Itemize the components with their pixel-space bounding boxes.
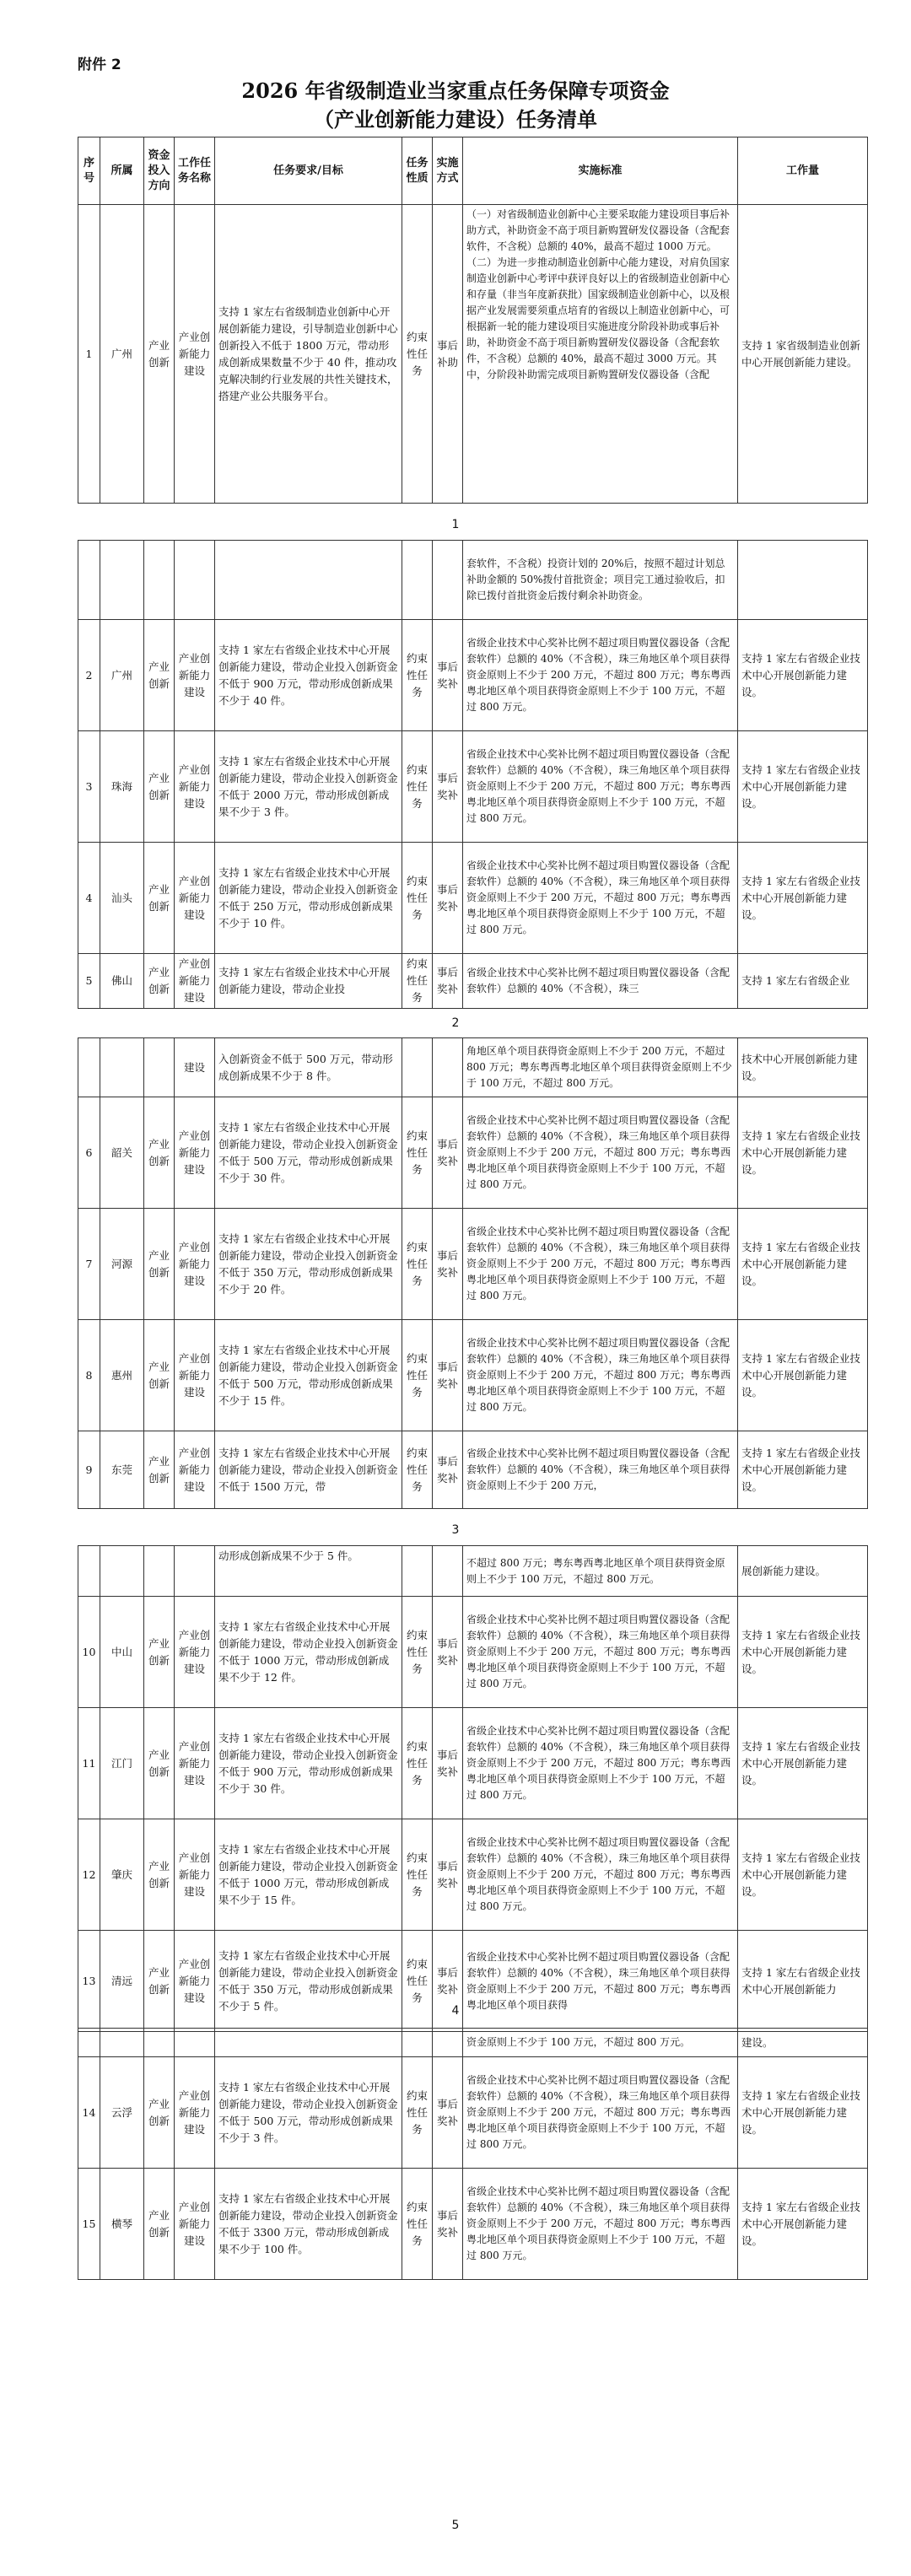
cell-city: 东莞 (100, 1431, 144, 1509)
table-row (78, 1819, 868, 1931)
cell-city: 肇庆 (100, 1819, 144, 1931)
cell-method: 事后奖补 (433, 1320, 463, 1431)
cell-no: 2 (78, 620, 100, 731)
page-4 (78, 1545, 867, 2032)
cell-direction: 产业创新 (144, 1597, 175, 1708)
cell-standard: 省级企业技术中心奖补比例不超过项目购置仪器设备（含配套软件）总额的 40%（不含税），珠三角地区单个项目获得资金原则上不少于 200 万元，不超过 800 万元；粤东粤西粤北地区单个项目获得资金原则上不少于 100 万元，不超过 800 万元。 (463, 1708, 738, 1819)
cell-method: 事后奖补 (433, 1209, 463, 1320)
cell-workload: 支持 1 家左右省级企业技术中心开展创新能力建设。 (738, 843, 868, 954)
table-row (78, 2029, 868, 2057)
cell-nature: 约束性任务 (402, 1708, 433, 1819)
cell-direction: 产业创新 (144, 1097, 175, 1209)
cell-workload: 技术中心开展创新能力建设。 (738, 1038, 868, 1097)
cell-city: 惠州 (100, 1320, 144, 1431)
cell-workload: 支持 1 家左右省级企业技术中心开展创新能力 (738, 1931, 868, 2032)
cell-standard: 省级企业技术中心奖补比例不超过项目购置仪器设备（含配套软件）总额的 40%（不含税），珠三角地区单个项目获得资金原则上不少于 200 万元，不超过 800 万元；粤东粤西粤北地区单个项目获得资金原则上不少于 100 万元，不超过 800 万元。 (463, 2057, 738, 2169)
cell-method: 事后奖补 (433, 620, 463, 731)
cell-standard: 省级企业技术中心奖补比例不超过项目购置仪器设备（含配套软件）总额的 40%（不含税），珠三角地区单个项目获得资金原则上不少于 200 万元，不超过 800 万元；粤东粤西粤北地区单个项目获得资金原则上不少于 100 万元，不超过 800 万元。 (463, 843, 738, 954)
table-row (78, 1209, 868, 1320)
cell-nature: 约束性任务 (402, 1097, 433, 1209)
cell-no: 15 (78, 2169, 100, 2280)
cell-method: 事后奖补 (433, 1597, 463, 1708)
cell-method: 事后奖补 (433, 2057, 463, 2169)
cell-direction: 产业创新 (144, 1931, 175, 2032)
cell-standard: 资金原则上不少于 100 万元，不超过 800 万元。 (463, 2029, 738, 2057)
cell-city: 河源 (100, 1209, 144, 1320)
cell-task: 产业创新能力建设 (175, 731, 215, 843)
cell-nature: 约束性任务 (402, 620, 433, 731)
table-header-row (78, 137, 868, 205)
cell-city: 横琴 (100, 2169, 144, 2280)
cell-no: 12 (78, 1819, 100, 1931)
header-nature: 任务性质 (402, 137, 433, 205)
cell-goal: 支持 1 家左右省级企业技术中心开展创新能力建设，带动企业投入创新资金不低于 2000 万元，带动形成创新成果不少于 3 件。 (215, 731, 402, 843)
cell-workload: 支持 1 家省级制造业创新中心开展创新能力建设。 (738, 205, 868, 504)
table-row (78, 1597, 868, 1708)
cell-workload: 支持 1 家左右省级企业 (738, 954, 868, 1009)
cell-task: 产业创新能力建设 (175, 1209, 215, 1320)
cell-task: 产业创新能力建设 (175, 1597, 215, 1708)
cell-standard: 省级企业技术中心奖补比例不超过项目购置仪器设备（含配套软件）总额的 40%（不含税），珠三角地区单个项目获得资金原则上不少于 200 万元，不超过 800 万元；粤东粤西粤北地区单个项目获得资金原则上不少于 100 万元，不超过 800 万元。 (463, 1097, 738, 1209)
cell-task: 建设 (175, 1038, 215, 1097)
cell-method: 事后奖补 (433, 1931, 463, 2032)
page-3 (78, 1037, 867, 1509)
table-row (78, 205, 868, 504)
cell-no: 13 (78, 1931, 100, 2032)
cell-goal: 支持 1 家左右省级企业技术中心开展创新能力建设，带动企业投入创新资金不低于 500 万元，带动形成创新成果不少于 3 件。 (215, 2057, 402, 2169)
page-2 (78, 540, 867, 1009)
cell-direction: 产业创新 (144, 2169, 175, 2280)
cell-standard: 省级企业技术中心奖补比例不超过项目购置仪器设备（含配套软件）总额的 40%（不含税），珠三角地区单个项目获得资金原则上不少于 200 万元，不超过 800 万元；粤东粤西粤北地区单个项目获得 (463, 1931, 738, 2032)
cell-task: 产业创新能力建设 (175, 1819, 215, 1931)
cell-nature: 约束性任务 (402, 1819, 433, 1931)
cell-no: 11 (78, 1708, 100, 1819)
header-workload: 工作量 (738, 137, 868, 205)
cell-city: 佛山 (100, 954, 144, 1009)
cell-goal: 支持 1 家左右省级企业技术中心开展创新能力建设，带动企业投 (215, 954, 402, 1009)
table-row (78, 541, 868, 620)
cell-method: 事后奖补 (433, 843, 463, 954)
cell-workload: 支持 1 家左右省级企业技术中心开展创新能力建设。 (738, 1209, 868, 1320)
cell-standard: 省级企业技术中心奖补比例不超过项目购置仪器设备（含配套软件）总额的 40%（不含税），珠三角地区单个项目获得资金原则上不少于 200 万元，不超过 800 万元；粤东粤西粤北地区单个项目获得资金原则上不少于 100 万元，不超过 800 万元。 (463, 731, 738, 843)
cell-goal: 支持 1 家左右省级企业技术中心开展创新能力建设，带动企业投入创新资金不低于 900 万元，带动形成创新成果不少于 40 件。 (215, 620, 402, 731)
cell-no: 5 (78, 954, 100, 1009)
cell-task: 产业创新能力建设 (175, 1931, 215, 2032)
header-method: 实施方式 (433, 137, 463, 205)
cell-goal: 支持 1 家左右省级企业技术中心开展创新能力建设，带动企业投入创新资金不低于 500 万元，带动形成创新成果不少于 30 件。 (215, 1097, 402, 1209)
cell-direction: 产业创新 (144, 731, 175, 843)
cell-workload: 展创新能力建设。 (738, 1546, 868, 1597)
cell-goal: 支持 1 家左右省级企业技术中心开展创新能力建设，带动企业投入创新资金不低于 350 万元，带动形成创新成果不少于 20 件。 (215, 1209, 402, 1320)
header-direction: 资金投入方向 (144, 137, 175, 205)
header-no: 序号 (78, 137, 100, 205)
cell-workload: 支持 1 家左右省级企业技术中心开展创新能力建设。 (738, 1320, 868, 1431)
page-subtitle: （产业创新能力建设）任务清单 (314, 107, 597, 132)
cell-task: 产业创新能力建设 (175, 1097, 215, 1209)
cell-standard: 省级企业技术中心奖补比例不超过项目购置仪器设备（含配套软件）总额的 40%（不含税），珠三角地区单个项目获得资金原则上不少于 200 万元，不超过 800 万元；粤东粤西粤北地区单个项目获得资金原则上不少于 100 万元，不超过 800 万元。 (463, 620, 738, 731)
cell-city: 清远 (100, 1931, 144, 2032)
cell-direction: 产业创新 (144, 1320, 175, 1431)
cell-method: 事后奖补 (433, 2169, 463, 2280)
page-title: 2026 年省级制造业当家重点任务保障专项资金 (241, 78, 670, 103)
cell-nature: 约束性任务 (402, 2057, 433, 2169)
cell-nature: 约束性任务 (402, 1431, 433, 1509)
cell-task: 产业创新能力建设 (175, 954, 215, 1009)
cell-goal: 动形成创新成果不少于 5 件。 (215, 1546, 402, 1597)
cell-direction: 产业创新 (144, 1708, 175, 1819)
header-city: 所属 (100, 137, 144, 205)
cell-city: 中山 (100, 1597, 144, 1708)
cell-method: 事后奖补 (433, 1097, 463, 1209)
cell-city: 云浮 (100, 2057, 144, 2169)
cell-workload: 支持 1 家左右省级企业技术中心开展创新能力建设。 (738, 731, 868, 843)
cell-standard: 不超过 800 万元；粤东粤西粤北地区单个项目获得资金原则上不少于 100 万元，不超过 800 万元。 (463, 1546, 738, 1597)
cell-workload: 支持 1 家左右省级企业技术中心开展创新能力建设。 (738, 1819, 868, 1931)
table-row (78, 843, 868, 954)
cell-workload: 支持 1 家左右省级企业技术中心开展创新能力建设。 (738, 1597, 868, 1708)
cell-method: 事后奖补 (433, 1431, 463, 1509)
task-table (78, 540, 868, 1009)
cell-workload: 支持 1 家左右省级企业技术中心开展创新能力建设。 (738, 1097, 868, 1209)
task-table (78, 137, 868, 504)
table-row (78, 1320, 868, 1431)
cell-method: 事后奖补 (433, 1708, 463, 1819)
cell-nature: 约束性任务 (402, 954, 433, 1009)
cell-workload: 支持 1 家左右省级企业技术中心开展创新能力建设。 (738, 1708, 868, 1819)
cell-standard: 省级企业技术中心奖补比例不超过项目购置仪器设备（含配套软件）总额的 40%（不含税），珠三角地区单个项目获得资金原则上不少于 200 万元， (463, 1431, 738, 1509)
cell-no: 6 (78, 1097, 100, 1209)
cell-method: 事后奖补 (433, 954, 463, 1009)
header-standard: 实施标准 (463, 137, 738, 205)
cell-no: 7 (78, 1209, 100, 1320)
cell-standard: （一）对省级制造业创新中心主要采取能力建设项目事后补助方式，补助资金不高于项目新购置研发仪器设备（含配套软件，不含税）总额的 40%，最高不超过 1000 万元。（二）为进一步推动制造业创新中心能力建设，对肩负国家制造业创新中心考评中获评良好以上的省级制造业创新中心和存量（非当年度新获批）国家级制造业创新中心，以及根据产业发展需要须重点培育的省级以上制造业创新中心，可根据新一轮的能力建设项目实施进度分阶段补助或事后补助，补助资金不高于项目新购置研发仪器设备（含配套软件，不含税）总额的 40%，最高不超过 3000 万元。其中，分阶段补助需完成项目新购置研发仪器设备（含配 (463, 205, 738, 504)
cell-standard: 省级企业技术中心奖补比例不超过项目购置仪器设备（含配套软件）总额的 40%（不含税），珠三角地区单个项目获得资金原则上不少于 200 万元，不超过 800 万元；粤东粤西粤北地区单个项目获得资金原则上不少于 100 万元，不超过 800 万元。 (463, 1819, 738, 1931)
cell-direction: 产业创新 (144, 1819, 175, 1931)
cell-nature: 约束性任务 (402, 1209, 433, 1320)
cell-direction: 产业创新 (144, 1209, 175, 1320)
cell-direction: 产业创新 (144, 205, 175, 504)
cell-goal: 支持 1 家左右省级企业技术中心开展创新能力建设，带动企业投入创新资金不低于 350 万元，带动形成创新成果不少于 5 件。 (215, 1931, 402, 2032)
cell-goal: 入创新资金不低于 500 万元，带动形成创新成果不少于 8 件。 (215, 1038, 402, 1097)
table-row (78, 620, 868, 731)
cell-workload: 支持 1 家左右省级企业技术中心开展创新能力建设。 (738, 1431, 868, 1509)
cell-city: 广州 (100, 205, 144, 504)
cell-goal: 支持 1 家左右省级企业技术中心开展创新能力建设，带动企业投入创新资金不低于 1000 万元，带动形成创新成果不少于 15 件。 (215, 1819, 402, 1931)
page-number: 5 (451, 2519, 460, 2532)
cell-task: 产业创新能力建设 (175, 620, 215, 731)
cell-workload: 支持 1 家左右省级企业技术中心开展创新能力建设。 (738, 620, 868, 731)
cell-nature: 约束性任务 (402, 205, 433, 504)
cell-no: 1 (78, 205, 100, 504)
cell-task: 产业创新能力建设 (175, 843, 215, 954)
page-number: 4 (451, 2004, 460, 2018)
cell-no: 14 (78, 2057, 100, 2169)
cell-nature: 约束性任务 (402, 2169, 433, 2280)
cell-nature: 约束性任务 (402, 843, 433, 954)
table-row (78, 2169, 868, 2280)
task-table (78, 2028, 868, 2280)
cell-no: 8 (78, 1320, 100, 1431)
header-goal: 任务要求/目标 (215, 137, 402, 205)
page-number: 1 (451, 518, 460, 531)
cell-direction: 产业创新 (144, 843, 175, 954)
cell-city: 江门 (100, 1708, 144, 1819)
task-table (78, 1037, 868, 1509)
cell-standard: 省级企业技术中心奖补比例不超过项目购置仪器设备（含配套软件）总额的 40%（不含税），珠三 (463, 954, 738, 1009)
cell-standard: 省级企业技术中心奖补比例不超过项目购置仪器设备（含配套软件）总额的 40%（不含税），珠三角地区单个项目获得资金原则上不少于 200 万元，不超过 800 万元；粤东粤西粤北地区单个项目获得资金原则上不少于 100 万元，不超过 800 万元。 (463, 2169, 738, 2280)
cell-task: 产业创新能力建设 (175, 2169, 215, 2280)
cell-standard: 省级企业技术中心奖补比例不超过项目购置仪器设备（含配套软件）总额的 40%（不含税），珠三角地区单个项目获得资金原则上不少于 200 万元，不超过 800 万元；粤东粤西粤北地区单个项目获得资金原则上不少于 100 万元，不超过 800 万元。 (463, 1597, 738, 1708)
table-row (78, 1431, 868, 1509)
cell-no: 4 (78, 843, 100, 954)
page-1 (78, 137, 867, 504)
page-number: 2 (451, 1016, 460, 1030)
cell-standard: 角地区单个项目获得资金原则上不少于 200 万元，不超过 800 万元；粤东粤西粤北地区单个项目获得资金原则上不少于 100 万元，不超过 800 万元。 (463, 1038, 738, 1097)
cell-city: 珠海 (100, 731, 144, 843)
cell-task: 产业创新能力建设 (175, 1431, 215, 1509)
attachment-label: 附件 2 (78, 57, 121, 73)
table-row (78, 731, 868, 843)
cell-task: 产业创新能力建设 (175, 2057, 215, 2169)
table-row (78, 1708, 868, 1819)
cell-task: 产业创新能力建设 (175, 205, 215, 504)
cell-nature: 约束性任务 (402, 731, 433, 843)
cell-goal: 支持 1 家左右省级企业技术中心开展创新能力建设，带动企业投入创新资金不低于 900 万元，带动形成创新成果不少于 30 件。 (215, 1708, 402, 1819)
page-5 (78, 2028, 867, 2280)
cell-goal: 支持 1 家左右省级企业技术中心开展创新能力建设，带动企业投入创新资金不低于 500 万元，带动形成创新成果不少于 15 件。 (215, 1320, 402, 1431)
cell-method: 事后奖补 (433, 1819, 463, 1931)
cell-workload: 支持 1 家左右省级企业技术中心开展创新能力建设。 (738, 2169, 868, 2280)
cell-standard: 省级企业技术中心奖补比例不超过项目购置仪器设备（含配套软件）总额的 40%（不含税），珠三角地区单个项目获得资金原则上不少于 200 万元，不超过 800 万元；粤东粤西粤北地区单个项目获得资金原则上不少于 100 万元，不超过 800 万元。 (463, 1209, 738, 1320)
cell-goal: 支持 1 家左右省级企业技术中心开展创新能力建设，带动企业投入创新资金不低于 3300 万元，带动形成创新成果不少于 100 件。 (215, 2169, 402, 2280)
cell-no: 10 (78, 1597, 100, 1708)
cell-direction: 产业创新 (144, 954, 175, 1009)
cell-direction: 产业创新 (144, 620, 175, 731)
cell-method: 事后奖补 (433, 731, 463, 843)
cell-workload: 建设。 (738, 2029, 868, 2057)
cell-direction: 产业创新 (144, 2057, 175, 2169)
cell-city: 韶关 (100, 1097, 144, 1209)
cell-goal: 支持 1 家左右省级企业技术中心开展创新能力建设，带动企业投入创新资金不低于 1000 万元，带动形成创新成果不少于 12 件。 (215, 1597, 402, 1708)
table-row (78, 1097, 868, 1209)
cell-workload: 支持 1 家左右省级企业技术中心开展创新能力建设。 (738, 2057, 868, 2169)
header-task-name: 工作任务名称 (175, 137, 215, 205)
table-row (78, 954, 868, 1009)
cell-goal: 支持 1 家左右省级企业技术中心开展创新能力建设，带动企业投入创新资金不低于 1500 万元，带 (215, 1431, 402, 1509)
cell-nature: 约束性任务 (402, 1931, 433, 2032)
cell-task: 产业创新能力建设 (175, 1708, 215, 1819)
table-row (78, 2057, 868, 2169)
cell-city: 汕头 (100, 843, 144, 954)
cell-task: 产业创新能力建设 (175, 1320, 215, 1431)
cell-goal: 支持 1 家左右省级企业技术中心开展创新能力建设，带动企业投入创新资金不低于 250 万元，带动形成创新成果不少于 10 件。 (215, 843, 402, 954)
cell-city: 广州 (100, 620, 144, 731)
cell-nature: 约束性任务 (402, 1597, 433, 1708)
cell-direction: 产业创新 (144, 1431, 175, 1509)
cell-no: 9 (78, 1431, 100, 1509)
task-table (78, 1545, 868, 2032)
table-row (78, 1546, 868, 1597)
cell-no: 3 (78, 731, 100, 843)
cell-standard: 省级企业技术中心奖补比例不超过项目购置仪器设备（含配套软件）总额的 40%（不含税），珠三角地区单个项目获得资金原则上不少于 200 万元，不超过 800 万元；粤东粤西粤北地区单个项目获得资金原则上不少于 100 万元，不超过 800 万元。 (463, 1320, 738, 1431)
table-row (78, 1038, 868, 1097)
cell-standard: 套软件，不含税）投资计划的 20%后，按照不超过计划总补助金额的 50%拨付首批资金；项目完工通过验收后，扣除已拨付首批资金后拨付剩余补助资金。 (463, 541, 738, 620)
cell-goal: 支持 1 家左右省级制造业创新中心开展创新能力建设，引导制造业创新中心创新投入不低于 1800 万元，带动形成创新成果数量不少于 40 件，推动攻克解决制约行业发展的共性关键技术，搭建产业公共服务平台。 (215, 205, 402, 504)
page-number: 3 (451, 1523, 460, 1537)
cell-method: 事后补助 (433, 205, 463, 504)
cell-nature: 约束性任务 (402, 1320, 433, 1431)
